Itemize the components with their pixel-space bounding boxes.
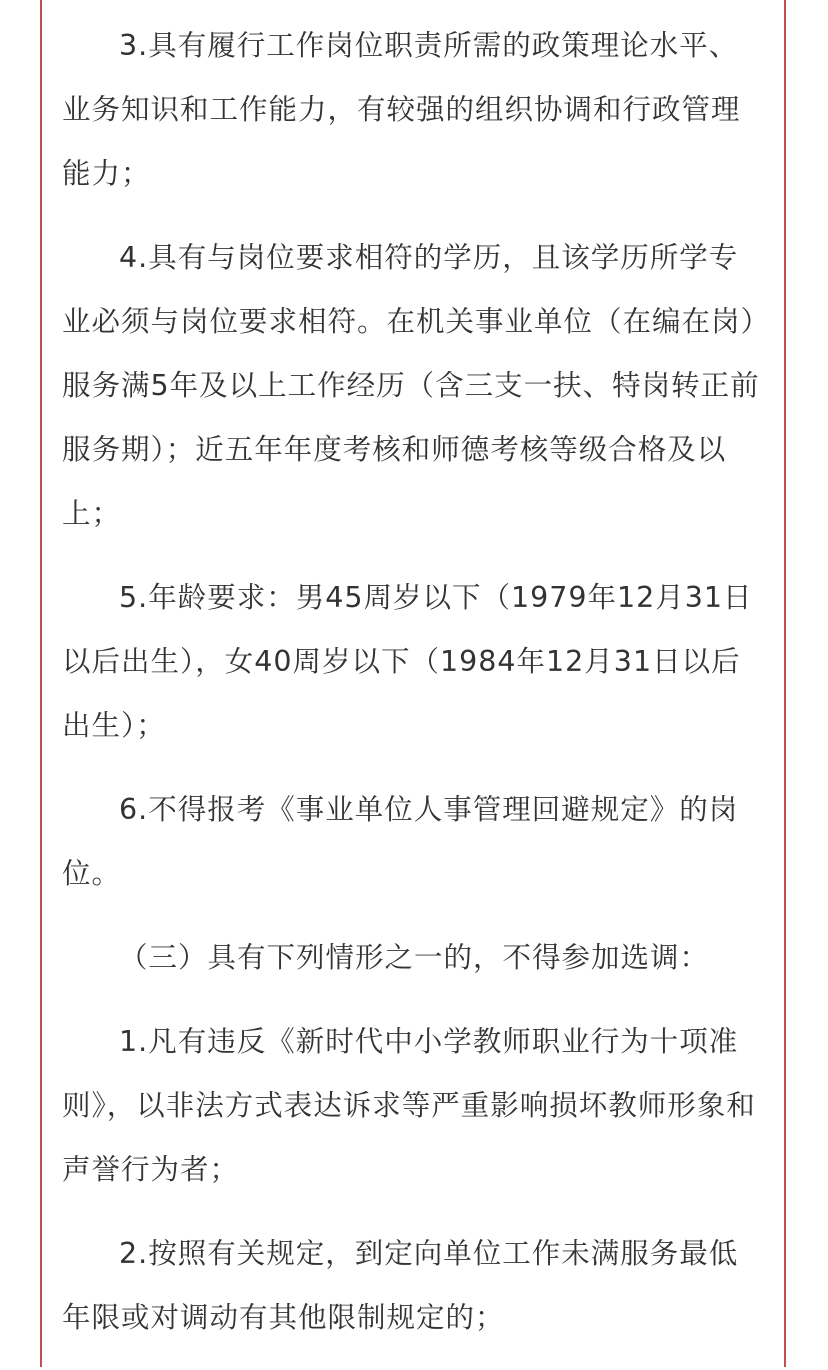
- paragraph-exclusion-1: 1.凡有违反《新时代中小学教师职业行为十项准则》，以非法方式表达诉求等严重影响损坏教师形象和声誉行为者；: [62, 1025, 756, 1186]
- paragraph-requirement-5: 5.年龄要求：男45周岁以下（1979年12月31日以后出生），女40周岁以下（1984年12月31日以后出生）；: [62, 581, 753, 742]
- paragraph-exclusion-2: 2.按照有关规定，到定向单位工作未满服务最低年限或对调动有其他限制规定的；: [62, 1237, 739, 1334]
- paragraph-requirement-6: 6.不得报考《事业单位人事管理回避规定》的岗位。: [62, 793, 739, 890]
- paragraph-requirement-4: 4.具有与岗位要求相符的学历，且该学历所学专业必须与岗位要求相符。在机关事业单位（在编在岗）服务满5年及以上工作经历（含三支一扶、特岗转正前服务期）；近五年年度考核和师德考核等级合格及以上；: [62, 241, 760, 530]
- section-heading-exclusions: （三）具有下列情形之一的，不得参加选调：: [119, 941, 710, 974]
- paragraph-requirement-3: 3.具有履行工作岗位职责所需的政策理论水平、业务知识和工作能力，有较强的组织协调和行政管理能力；: [62, 29, 741, 190]
- article-body: [62, 14, 762, 1370]
